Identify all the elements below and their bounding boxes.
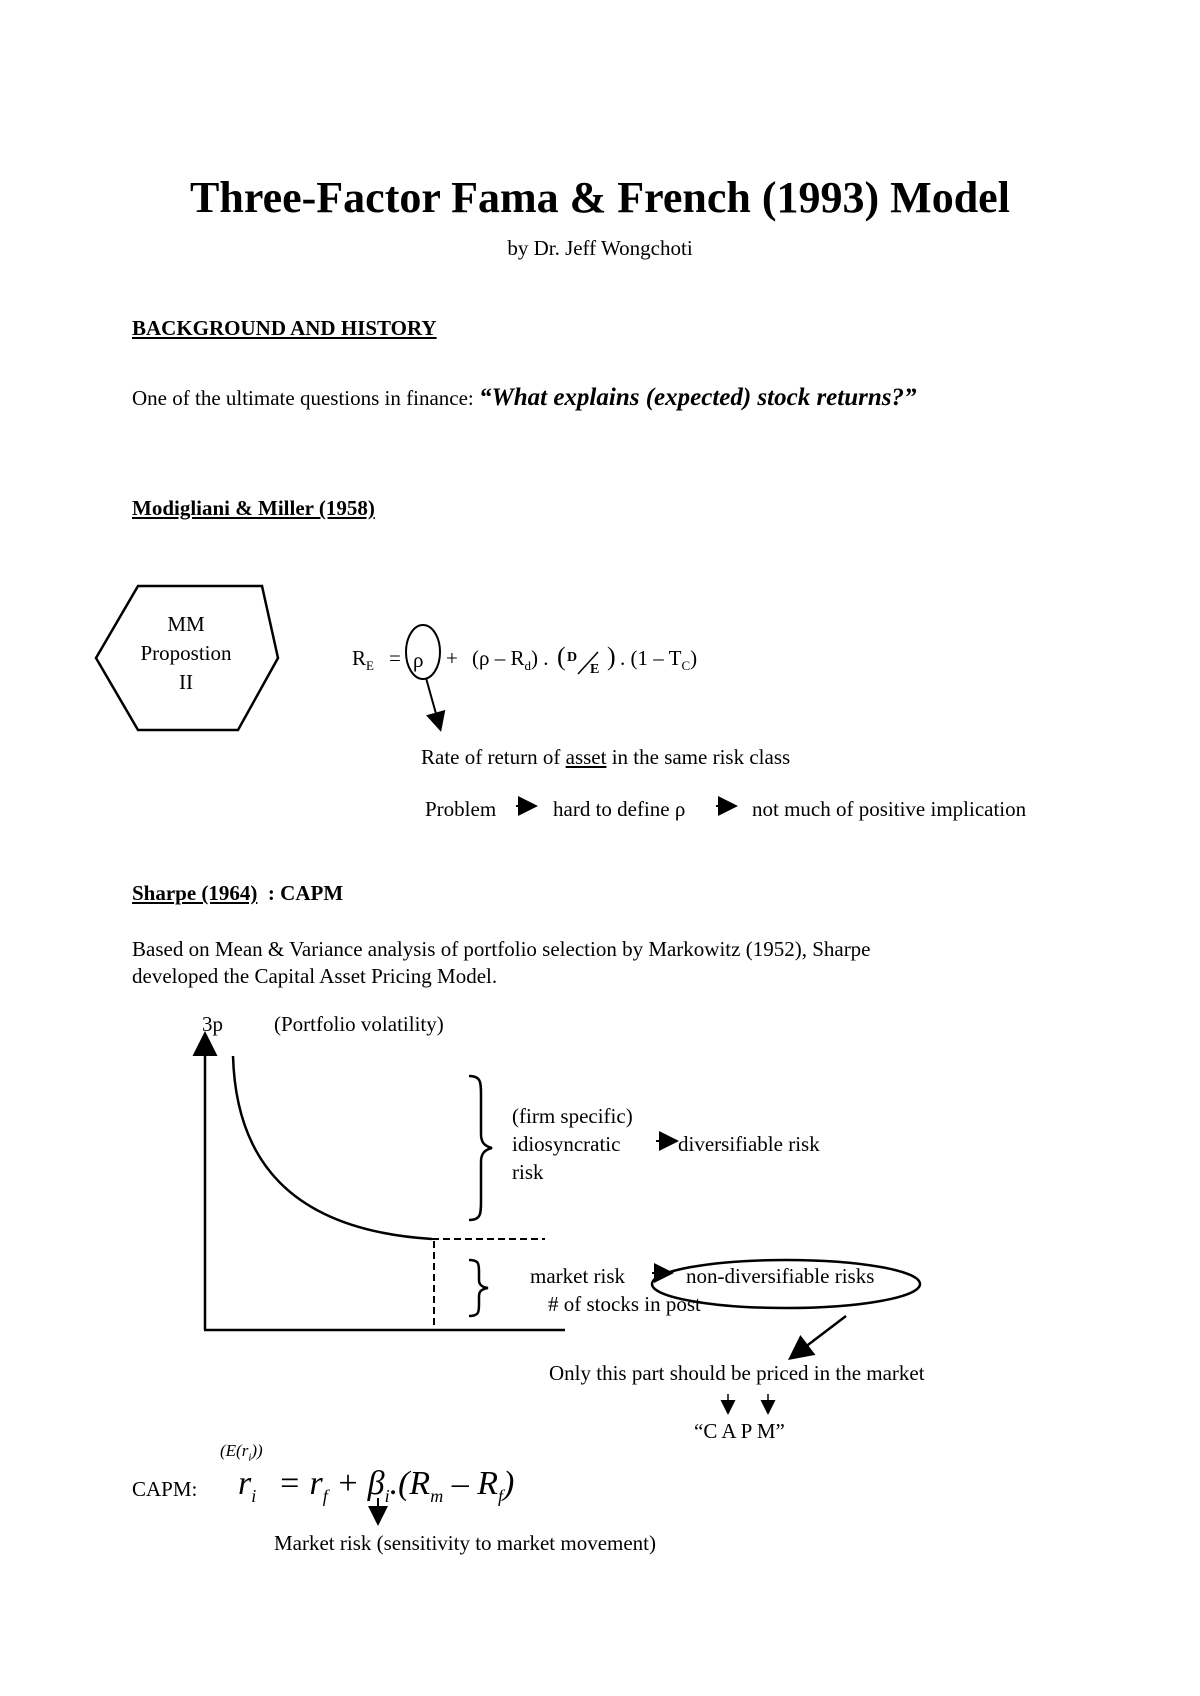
priced-caption: Only this part should be priced in the market <box>549 1361 925 1385</box>
sharpe-heading-suffix: : CAPM <box>267 881 344 905</box>
mm-formula-tail: . $(1 - T_C)$ <box>620 646 698 674</box>
rho-circle <box>406 625 440 679</box>
question-text: “What explains (expected) stock returns?” <box>479 384 917 411</box>
non-diversifiable-ellipse <box>652 1260 920 1308</box>
y-axis-caption: (Portfolio volatility) <box>274 1012 444 1036</box>
capm-caption: Market risk (sensitivity to market movement) <box>274 1531 656 1555</box>
mm-formula-mid: $(\rho - R_d)$ . <box>472 646 549 674</box>
non-diversifiable-label: non-diversifiable risks <box>686 1264 875 1288</box>
author-byline: by Dr. Jeff Wongchoti <box>507 236 693 260</box>
x-axis-label: # of stocks in post <box>548 1292 701 1316</box>
ellipse-arrow <box>792 1316 846 1357</box>
page-title: Three-Factor Fama & French (1993) Model <box>190 173 1010 222</box>
mm-formula-eq: = <box>389 646 401 670</box>
problem-label: Problem <box>425 797 497 821</box>
risk-label: risk <box>512 1160 544 1184</box>
fraction-e: E <box>590 662 600 677</box>
paren-close: ) <box>607 642 616 671</box>
sharpe-paragraph-line2: developed the Capital Asset Pricing Model. <box>132 964 498 988</box>
rho-arrow <box>426 678 440 728</box>
mm-formula-rho: ρ <box>413 648 424 672</box>
question-prefix: One of the ultimate questions in finance: <box>132 386 479 410</box>
firm-specific-brace <box>469 1076 492 1220</box>
hex-label-line3: II <box>179 670 193 694</box>
mm-heading: Modigliani & Miller (1958) <box>132 496 375 520</box>
fraction-d: D <box>567 650 578 665</box>
idiosyncratic-label: idiosyncratic <box>512 1132 621 1156</box>
capm-expectation: $(E(r_i))$ <box>220 1441 263 1464</box>
problem-end: not much of positive implication <box>752 797 1027 821</box>
firm-specific-label: (firm specific) <box>512 1104 633 1128</box>
rate-of-return-caption: Rate of return of asset in the same risk class <box>421 745 791 769</box>
capm-rhs: = $r_f + \beta_i.(R_m - R_f)$ <box>278 1465 515 1506</box>
hex-label-line2: Propostion <box>140 641 232 665</box>
capm-quote: “C A P M” <box>694 1419 785 1443</box>
problem-middle: hard to define ρ <box>553 797 686 821</box>
market-risk-brace <box>469 1260 488 1316</box>
y-axis-label: 3p <box>202 1012 223 1036</box>
mm-hexagon <box>96 586 278 730</box>
sharpe-heading: Sharpe (1964) <box>132 881 258 905</box>
paren-open: ( <box>557 642 566 671</box>
sharpe-paragraph-line1: Based on Mean & Variance analysis of portfolio selection by Markowitz (1952), Sharpe <box>132 937 871 961</box>
market-risk-label: market risk <box>530 1264 626 1288</box>
fraction-slash <box>578 652 598 674</box>
mm-formula-plus: + <box>446 646 458 670</box>
hex-label-line1: MM <box>167 612 205 636</box>
capm-ri: $r_i$ <box>238 1465 257 1506</box>
capm-label: CAPM: <box>132 1477 198 1501</box>
mm-formula-re: $R_E$ <box>352 646 374 674</box>
background-heading: BACKGROUND AND HISTORY <box>132 316 437 340</box>
volatility-curve <box>233 1056 432 1239</box>
diversifiable-label: diversifiable risk <box>678 1132 820 1156</box>
